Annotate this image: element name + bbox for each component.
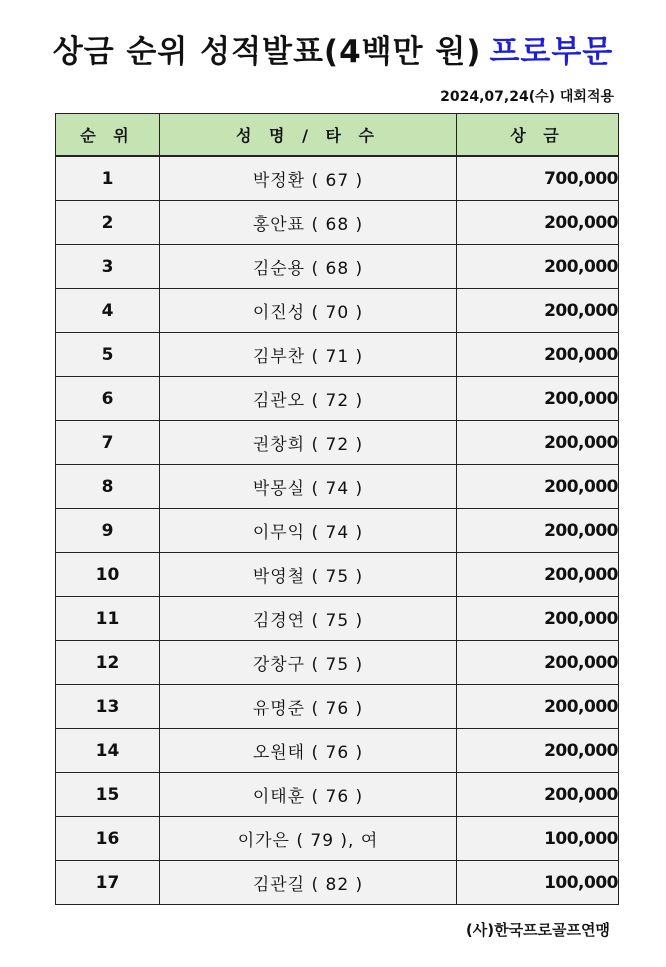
table-row <box>56 773 619 817</box>
name-score-cell: 홍안표 ( 68 ) <box>160 201 457 245</box>
table-row <box>56 641 619 685</box>
table-row <box>56 156 619 201</box>
table-row <box>56 553 619 597</box>
prize-ranking-table <box>55 113 619 905</box>
prize-cell: 200,000 <box>457 553 619 597</box>
rank-cell: 1 <box>56 156 160 201</box>
name-score-cell: 이가은 ( 79 ), 여 <box>160 817 457 861</box>
name-score-cell: 이태훈 ( 76 ) <box>160 773 457 817</box>
name-score-cell: 오원태 ( 76 ) <box>160 729 457 773</box>
prize-cell: 200,000 <box>457 289 619 333</box>
title-main: 상금 순위 성적발표(4백만 원) <box>52 34 482 70</box>
table-row <box>56 333 619 377</box>
prize-cell: 700,000 <box>457 156 619 201</box>
name-score-cell: 김관길 ( 82 ) <box>160 861 457 905</box>
name-score-cell: 이무익 ( 74 ) <box>160 509 457 553</box>
prize-cell: 200,000 <box>457 597 619 641</box>
rank-cell: 12 <box>56 641 160 685</box>
rank-cell: 11 <box>56 597 160 641</box>
prize-cell: 200,000 <box>457 201 619 245</box>
table-row <box>56 861 619 905</box>
name-score-cell: 김순용 ( 68 ) <box>160 245 457 289</box>
prize-cell: 200,000 <box>457 641 619 685</box>
rank-cell: 13 <box>56 685 160 729</box>
header-rank: 순 위 <box>56 114 160 157</box>
table-row <box>56 421 619 465</box>
prize-cell: 200,000 <box>457 465 619 509</box>
rank-cell: 15 <box>56 773 160 817</box>
name-score-cell: 박정환 ( 67 ) <box>160 156 457 201</box>
name-score-cell: 이진성 ( 70 ) <box>160 289 457 333</box>
table-row <box>56 817 619 861</box>
rank-cell: 9 <box>56 509 160 553</box>
table-header-row <box>56 114 619 157</box>
name-score-cell: 유명준 ( 76 ) <box>160 685 457 729</box>
prize-cell: 200,000 <box>457 377 619 421</box>
name-score-cell: 강창구 ( 75 ) <box>160 641 457 685</box>
page-title <box>0 26 666 71</box>
prize-cell: 200,000 <box>457 509 619 553</box>
rank-cell: 3 <box>56 245 160 289</box>
table-row <box>56 289 619 333</box>
header-name-score: 성 명 / 타 수 <box>160 114 457 157</box>
table-row <box>56 729 619 773</box>
date-note: 2024,07,24(수) 대회적용 <box>440 89 614 105</box>
rank-cell: 7 <box>56 421 160 465</box>
prize-cell: 200,000 <box>457 729 619 773</box>
title-accent: 프로부문 <box>489 34 614 70</box>
table-row <box>56 245 619 289</box>
rank-cell: 14 <box>56 729 160 773</box>
prize-cell: 200,000 <box>457 685 619 729</box>
table-row <box>56 685 619 729</box>
rank-cell: 10 <box>56 553 160 597</box>
table-row <box>56 597 619 641</box>
rank-cell: 17 <box>56 861 160 905</box>
prize-cell: 200,000 <box>457 773 619 817</box>
rank-cell: 16 <box>56 817 160 861</box>
prize-cell: 100,000 <box>457 817 619 861</box>
name-score-cell: 권창희 ( 72 ) <box>160 421 457 465</box>
rank-cell: 5 <box>56 333 160 377</box>
name-score-cell: 김경연 ( 75 ) <box>160 597 457 641</box>
name-score-cell: 박몽실 ( 74 ) <box>160 465 457 509</box>
rank-cell: 6 <box>56 377 160 421</box>
table-row <box>56 465 619 509</box>
name-score-cell: 김관오 ( 72 ) <box>160 377 457 421</box>
prize-cell: 100,000 <box>457 861 619 905</box>
rank-cell: 8 <box>56 465 160 509</box>
name-score-cell: 김부찬 ( 71 ) <box>160 333 457 377</box>
name-score-cell: 박영철 ( 75 ) <box>160 553 457 597</box>
rank-cell: 4 <box>56 289 160 333</box>
table-row <box>56 509 619 553</box>
prize-cell: 200,000 <box>457 421 619 465</box>
prize-cell: 200,000 <box>457 333 619 377</box>
table-row <box>56 201 619 245</box>
header-prize: 상 금 <box>457 114 619 157</box>
rank-cell: 2 <box>56 201 160 245</box>
organization-name: (사)한국프로골프연맹 <box>465 921 610 939</box>
prize-cell: 200,000 <box>457 245 619 289</box>
table-row <box>56 377 619 421</box>
